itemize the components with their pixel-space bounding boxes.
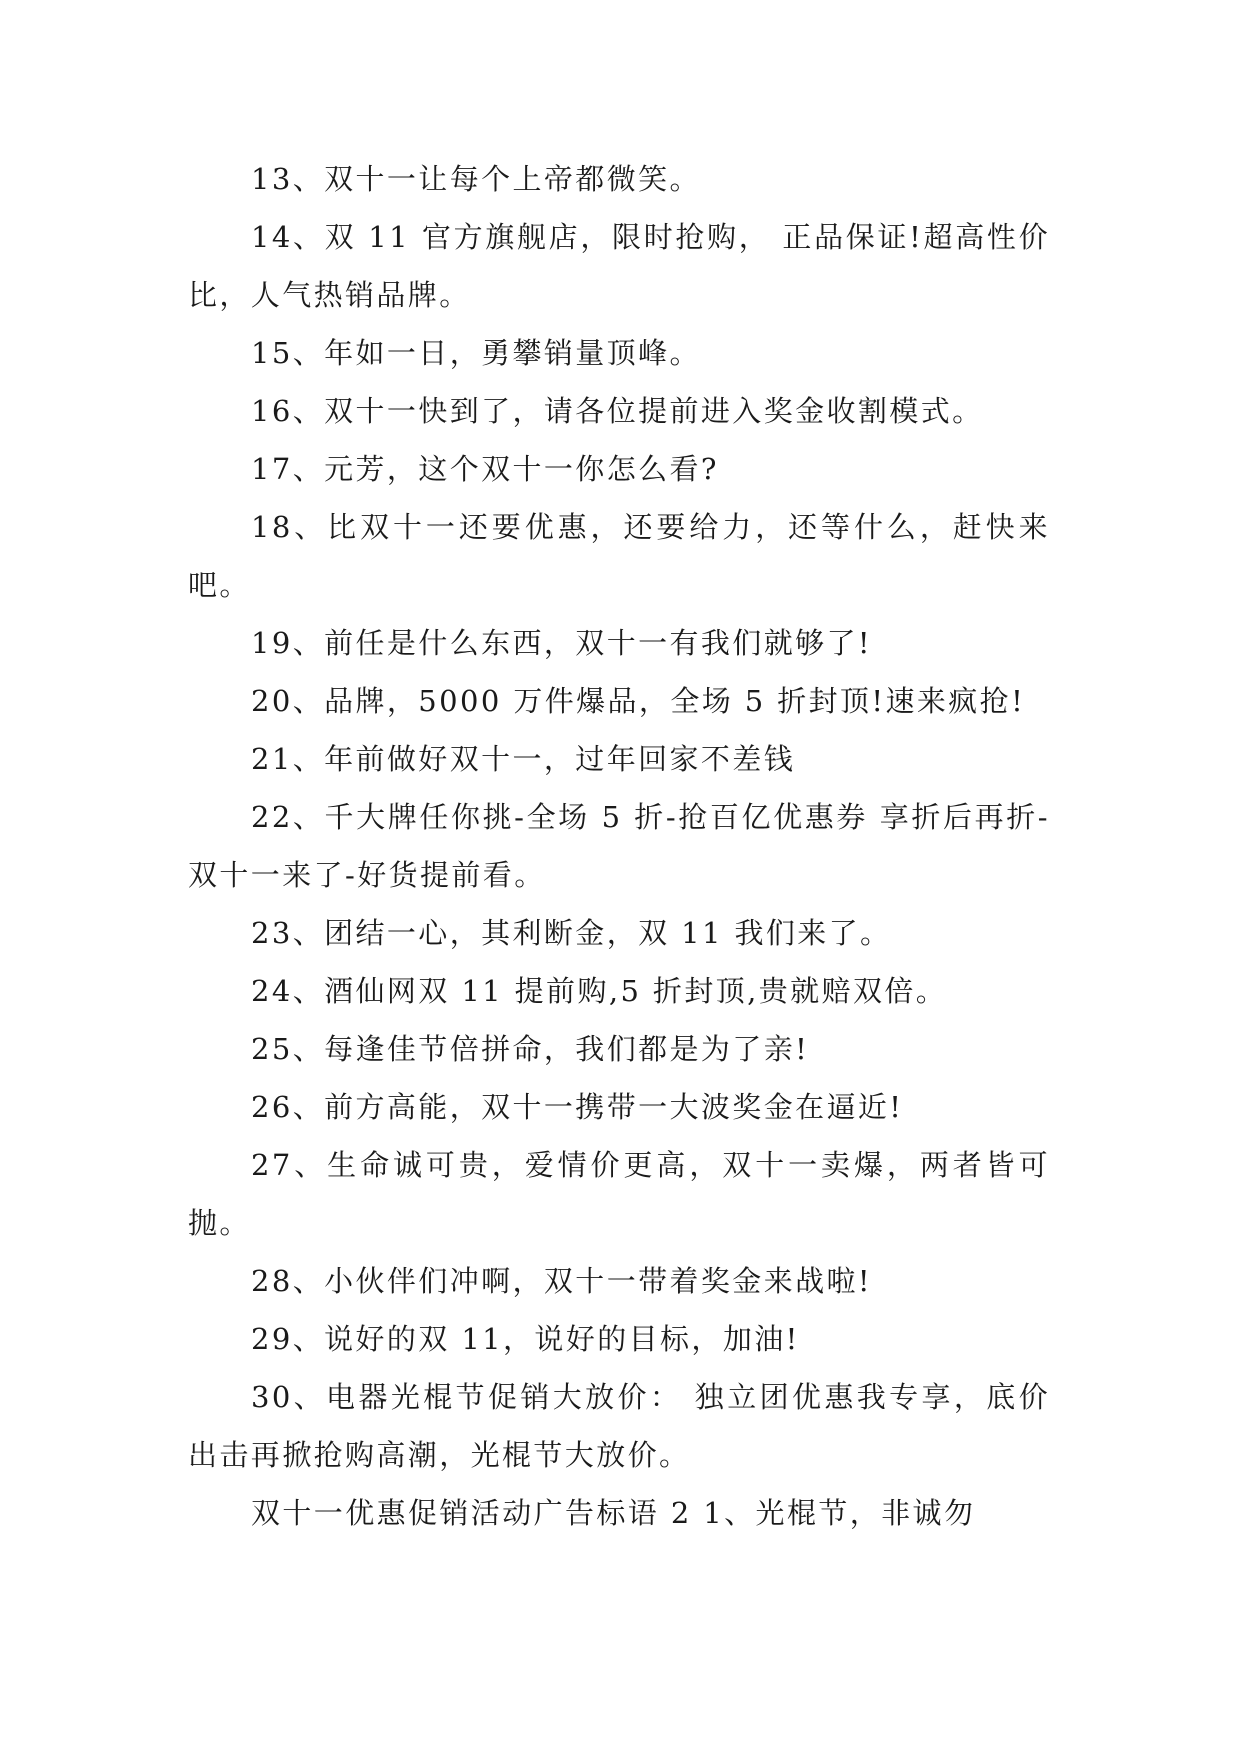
paragraph-23: 23、团结一心，其利断金，双 11 我们来了。 [251,916,892,950]
paragraph-28: 28、小伙伴们冲啊，双十一带着奖金来战啦! [251,1264,872,1298]
paragraph-30: 30、电器光棍节促销大放价： 独立团优惠我专享，底价出击再掀抢购高潮，光棍节大放价。 [188,1380,1050,1472]
section-heading-2: 双十一优惠促销活动广告标语 2 1、光棍节，非诚勿 [251,1496,976,1530]
paragraph-17: 17、元芳，这个双十一你怎么看? [251,452,719,486]
paragraph-19: 19、前任是什么东西，双十一有我们就够了! [251,626,872,660]
paragraph-26: 26、前方高能，双十一携带一大波奖金在逼近! [251,1090,904,1124]
paragraph-18: 18、比双十一还要优惠，还要给力，还等什么，赶快来吧。 [188,510,1050,602]
paragraph-25: 25、每逢佳节倍拼命，我们都是为了亲! [251,1032,810,1066]
paragraph-14: 14、双 11 官方旗舰店，限时抢购， 正品保证!超高性价比，人气热销品牌。 [188,220,1050,312]
document-body [188,150,1050,1542]
paragraph-15: 15、年如一日，勇攀销量顶峰。 [251,336,701,370]
paragraph-16: 16、双十一快到了，请各位提前进入奖金收割模式。 [251,394,984,428]
paragraph-22: 22、千大牌任你挑-全场 5 折-抢百亿优惠券 享折后再折-双十一来了-好货提前看。 [188,800,1050,892]
paragraph-13: 13、双十一让每个上帝都微笑。 [251,162,701,196]
paragraph-27: 27、生命诚可贵，爱情价更高，双十一卖爆，两者皆可抛。 [188,1148,1050,1240]
paragraph-24: 24、酒仙网双 11 提前购,5 折封顶,贵就赔双倍。 [251,974,948,1008]
paragraph-29: 29、说好的双 11，说好的目标，加油! [251,1322,800,1356]
paragraph-20: 20、品牌，5000 万件爆品，全场 5 折封顶!速来疯抢! [251,684,1026,718]
paragraph-21: 21、年前做好双十一，过年回家不差钱 [251,742,796,776]
